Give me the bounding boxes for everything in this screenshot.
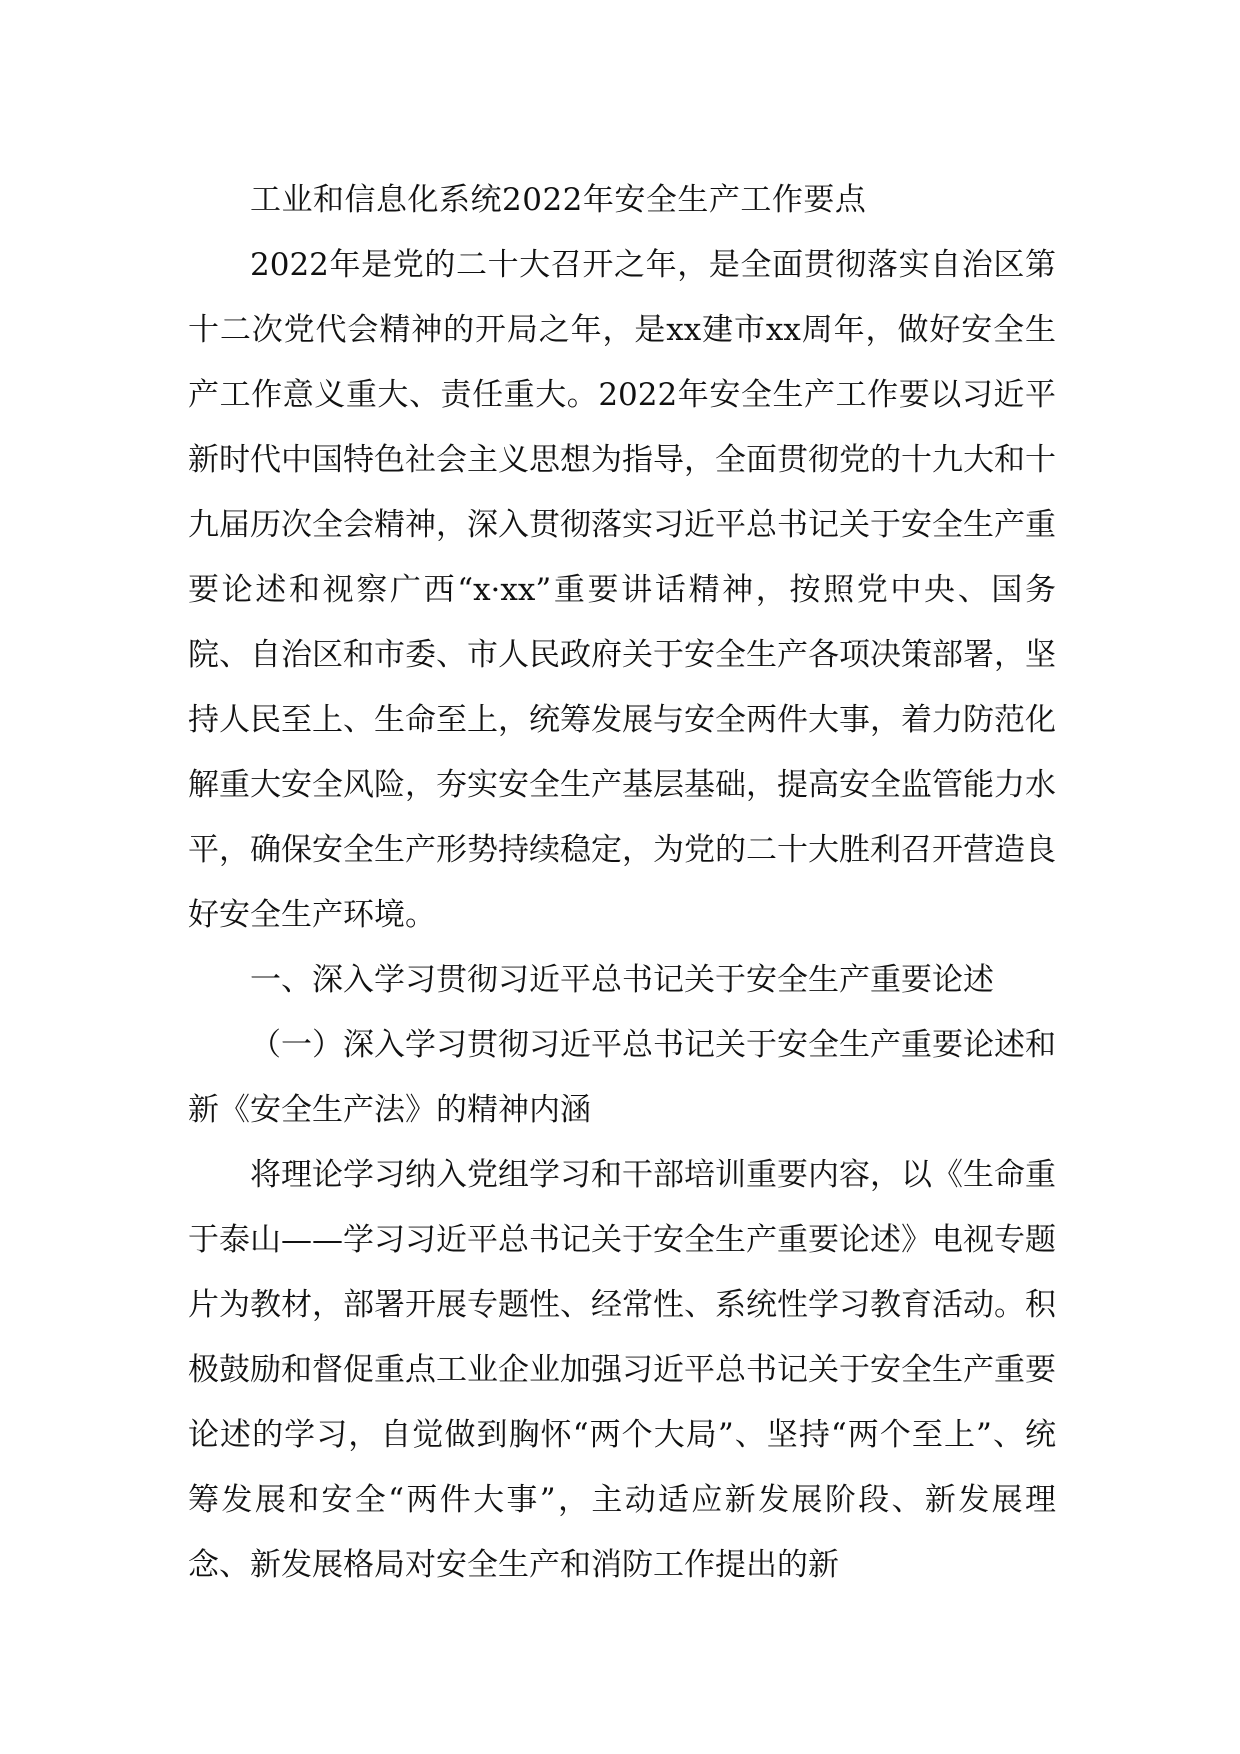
document-title: 工业和信息化系统2022年安全生产工作要点 — [250, 182, 867, 218]
subsection-body-1: 将理论学习纳入党组学习和干部培训重要内容，以《生命重于泰山——学习习近平总书记关于安全生产重要论述》电视专题片为教材，部署开展专题性、经常性、系统性学习教育活动。积极鼓励和督促重点工业企业加强习近平总书记关于安全生产重要论述的学习，自觉做到胸怀“两个大局”、坚持“两个至上”、统筹发展和安全“两件大事”，主动适应新发展阶段、新发展理念、新发展格局对安全生产和消防工作提出的新 — [188, 1157, 1056, 1583]
intro-paragraph: 2022年是党的二十大召开之年，是全面贯彻落实自治区第十二次党代会精神的开局之年，是xx建市xx周年，做好安全生产工作意义重大、责任重大。2022年安全生产工作要以习近平新时代中国特色社会主义思想为指导，全面贯彻党的十九大和十九届历次全会精神，深入贯彻落实习近平总书记关于安全生产重要论述和视察广西“x·xx”重要讲话精神，按照党中央、国务院、自治区和市委、市人民政府关于安全生产各项决策部署，坚持人民至上、生命至上，统筹发展与安全两件大事，着力防范化解重大安全风险，夯实安全生产基层基础，提高安全监管能力水平，确保安全生产形势持续稳定，为党的二十大胜利召开营造良好安全生产环境。 — [188, 247, 1056, 933]
section-heading-1: 一、深入学习贯彻习近平总书记关于安全生产重要论述 — [250, 962, 994, 998]
document-page — [188, 168, 1056, 1598]
subsection-heading-1: （一）深入学习贯彻习近平总书记关于安全生产重要论述和新《安全生产法》的精神内涵 — [188, 1027, 1056, 1128]
